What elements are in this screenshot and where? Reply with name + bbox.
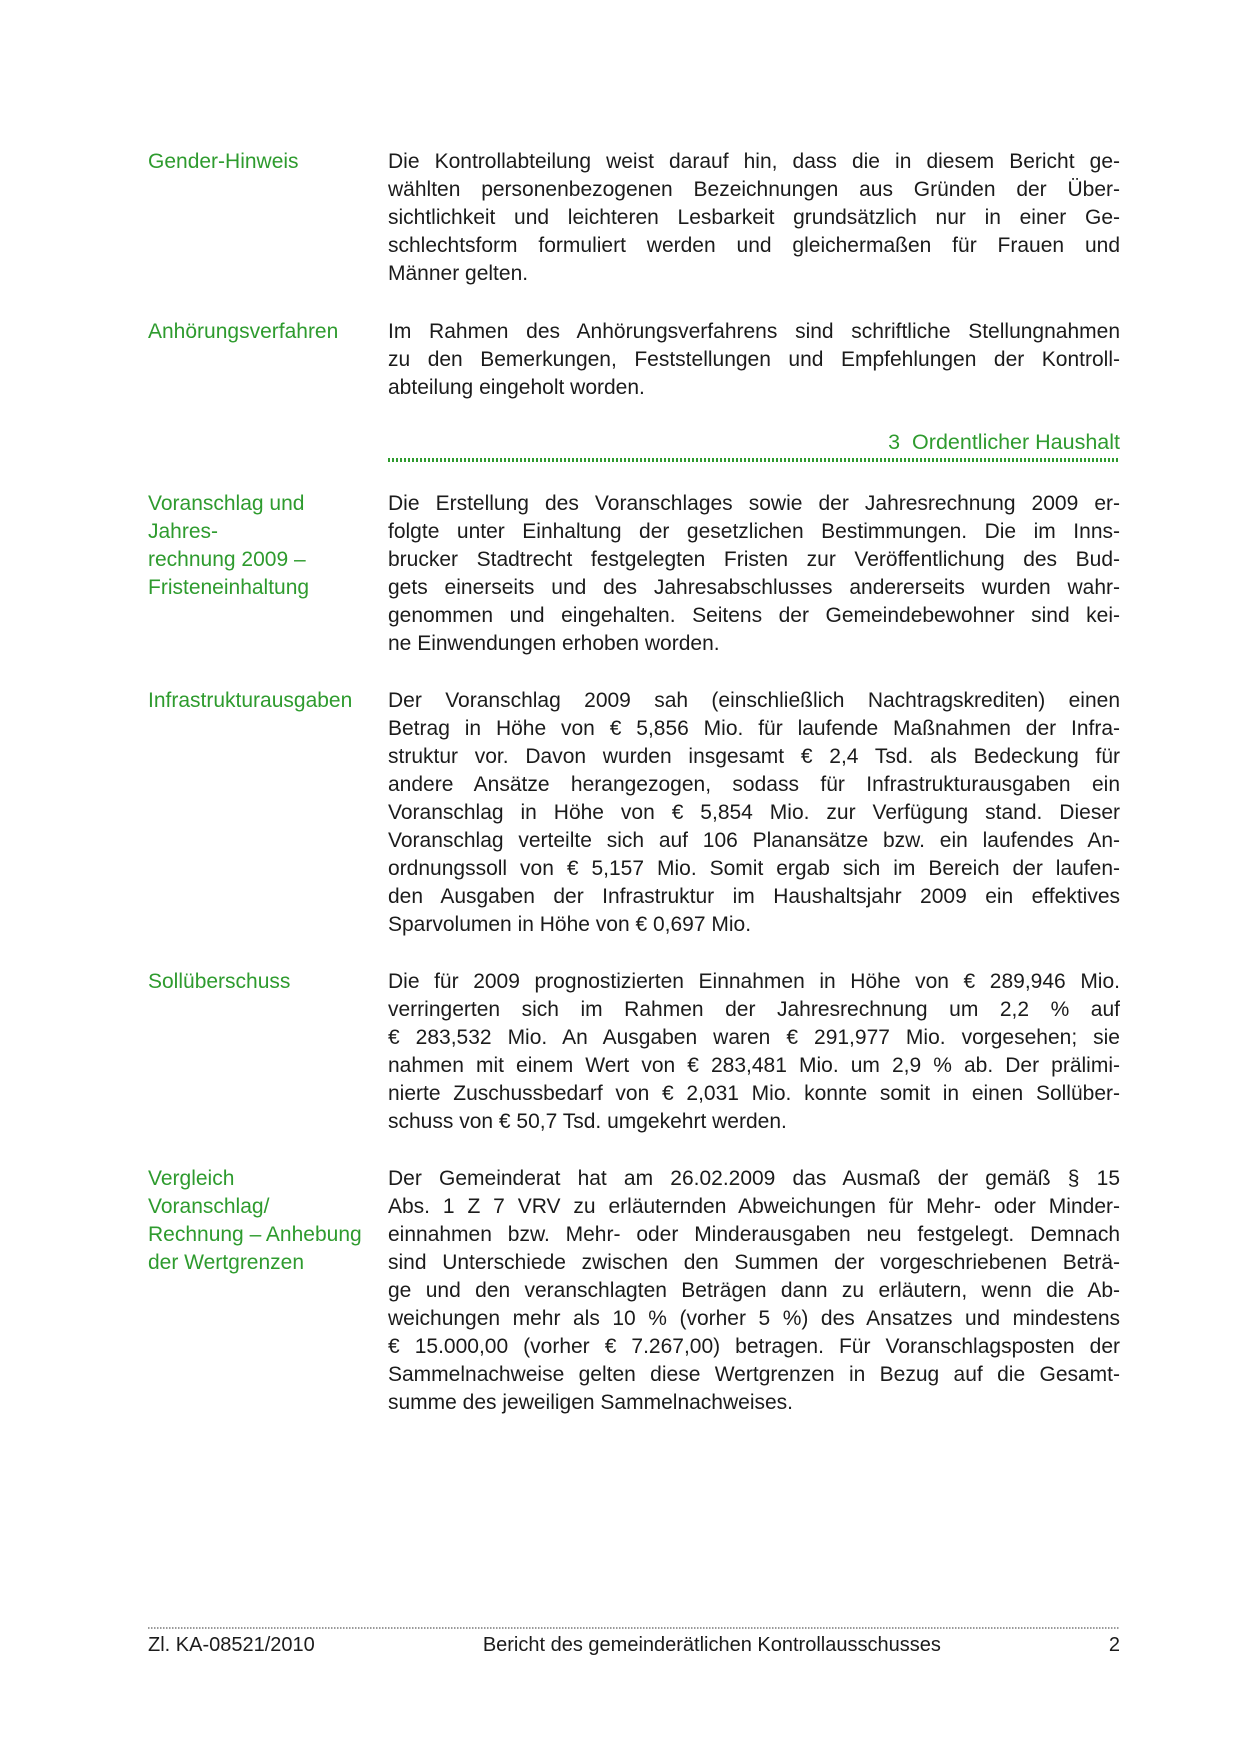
text-line: Abs. 1 Z 7 VRV zu erläuternden Abweichungen für Mehr- oder Minder- <box>388 1195 1120 1218</box>
text-line: weichungen mehr als 10 % (vorher 5 %) des Ansatzes und mindestens <box>388 1307 1120 1330</box>
margin-label-gender-hinweis <box>148 148 388 176</box>
text-line: genommen und eingehalten. Seitens der Gemeindebewohner sind kei- <box>388 604 1120 627</box>
footer-report-title: Bericht des gemeinderätlichen Kontrollausschusses <box>482 1634 941 1656</box>
text-line: ordnungssoll von € 5,157 Mio. Somit ergab sich im Bereich der laufen- <box>388 857 1120 880</box>
text-line: € 15.000,00 (vorher € 7.267,00) betragen. Für Voranschlagsposten der <box>388 1335 1120 1358</box>
text-line: ne Einwendungen erhoben worden. <box>388 632 720 655</box>
text-line: sichtlichkeit und leichteren Lesbarkeit grundsätzlich nur in einer Ge- <box>388 206 1120 229</box>
footer-text-row <box>148 1632 1120 1658</box>
text-line: ge und den veranschlagten Beträgen dann zu erläutern, wenn die Ab- <box>388 1279 1120 1302</box>
text-line: Der Voranschlag 2009 sah (einschließlich Nachtragskrediten) einen <box>388 689 1120 712</box>
text-line: Gender-Hinweis <box>148 150 299 173</box>
chapter-heading-dotted-rule <box>388 458 1120 462</box>
text-line: Im Rahmen des Anhörungsverfahrens sind schriftliche Stellungnahmen <box>388 320 1120 343</box>
text-line: abteilung eingeholt worden. <box>388 376 645 399</box>
margin-label-infrastrukturausgaben <box>148 687 388 715</box>
paragraph-anhoerungsverfahren <box>388 318 1120 402</box>
margin-label-vergleich-wertgrenzen <box>148 1165 388 1277</box>
text-line: Infrastrukturausgaben <box>148 689 353 712</box>
text-line: zu den Bemerkungen, Feststellungen und Empfehlungen der Kontroll- <box>388 348 1120 371</box>
footer-dotted-rule <box>148 1627 1120 1629</box>
margin-label-sollueberschuss <box>148 968 388 996</box>
text-line: andere Ansätze herangezogen, sodass für Infrastrukturausgaben ein <box>388 773 1120 796</box>
text-line: Voranschlag verteilte sich auf 106 Planansätze bzw. ein laufendes An- <box>388 829 1120 852</box>
text-line: Voranschlag in Höhe von € 5,854 Mio. zur Verfügung stand. Dieser <box>388 801 1120 824</box>
margin-label-voranschlag-fristen <box>148 490 388 602</box>
text-line: Die Kontrollabteilung weist darauf hin, dass die in diesem Bericht ge- <box>388 150 1120 173</box>
section-anhoerungsverfahren <box>148 318 1120 402</box>
paragraph-gender-hinweis <box>388 148 1120 288</box>
text-line: brucker Stadtrecht festgelegten Fristen zur Veröffentlichung des Bud- <box>388 548 1120 571</box>
page-content <box>148 148 1120 1417</box>
text-line: wählten personenbezogenen Bezeichnungen aus Gründen der Über- <box>388 178 1120 201</box>
footer-reference-number: Zl. KA-08521/2010 <box>148 1634 315 1656</box>
text-line: Sollüberschuss <box>148 970 291 993</box>
section-gender-hinweis <box>148 148 1120 288</box>
text-line: rechnung 2009 – <box>148 548 306 571</box>
text-line: Vergleich <box>148 1167 235 1190</box>
chapter-heading-row <box>388 429 1120 462</box>
paragraph-voranschlag-fristen <box>388 490 1120 658</box>
text-line: schlechtsform formuliert werden und gleichermaßen für Frauen und <box>388 234 1120 257</box>
text-line: € 283,532 Mio. An Ausgaben waren € 291,977 Mio. vorgesehen; sie <box>388 1026 1120 1049</box>
chapter-heading: 3 Ordentlicher Haushalt <box>888 430 1120 454</box>
footer-page-number: 2 <box>1108 1634 1120 1656</box>
text-line: Rechnung – Anhebung <box>148 1223 362 1246</box>
text-line: verringerten sich im Rahmen der Jahresrechnung um 2,2 % auf <box>388 998 1120 1021</box>
text-line: Fristeneinhaltung <box>148 576 310 599</box>
paragraph-vergleich-wertgrenzen <box>388 1165 1120 1417</box>
text-line: Die Erstellung des Voranschlages sowie der Jahresrechnung 2009 er- <box>388 492 1120 515</box>
text-line: struktur vor. Davon wurden insgesamt € 2,4 Tsd. als Bedeckung für <box>388 745 1120 768</box>
text-line: nierte Zuschussbedarf von € 2,031 Mio. konnte somit in einen Sollüber- <box>388 1082 1120 1105</box>
text-line: Sammelnachweise gelten diese Wertgrenzen in Bezug auf die Gesamt- <box>388 1363 1120 1386</box>
text-line: nahmen mit einem Wert von € 283,481 Mio. um 2,9 % ab. Der prälimi- <box>388 1054 1120 1077</box>
section-vergleich-wertgrenzen <box>148 1165 1120 1417</box>
text-line: einnahmen bzw. Mehr- oder Minderausgaben neu festgelegt. Demnach <box>388 1223 1120 1246</box>
text-line: folgte unter Einhaltung der gesetzlichen Bestimmungen. Die im Inns- <box>388 520 1120 543</box>
text-line: summe des jeweiligen Sammelnachweises. <box>388 1391 794 1414</box>
margin-label-anhoerungsverfahren <box>148 318 388 346</box>
text-line: Sparvolumen in Höhe von € 0,697 Mio. <box>388 913 752 936</box>
text-line: der Wertgrenzen <box>148 1251 305 1274</box>
text-line: Betrag in Höhe von € 5,856 Mio. für laufende Maßnahmen der Infra- <box>388 717 1120 740</box>
section-voranschlag-fristen <box>148 490 1120 658</box>
text-line: Voranschlag und Jahres- <box>148 492 305 543</box>
text-line: Männer gelten. <box>388 262 529 285</box>
section-sollueberschuss <box>148 968 1120 1136</box>
text-line: Voranschlag/ <box>148 1195 270 1218</box>
text-line: Anhörungsverfahren <box>148 320 339 343</box>
text-line: gets einerseits und des Jahresabschlusses andererseits wurden wahr- <box>388 576 1120 599</box>
text-line: schuss von € 50,7 Tsd. umgekehrt werden. <box>388 1110 787 1133</box>
page-footer <box>148 1627 1120 1658</box>
text-line: sind Unterschiede zwischen den Summen der vorgeschriebenen Beträ- <box>388 1251 1120 1274</box>
text-line: den Ausgaben der Infrastruktur im Haushaltsjahr 2009 ein effektives <box>388 885 1120 908</box>
paragraph-sollueberschuss <box>388 968 1120 1136</box>
text-line: Die für 2009 prognostizierten Einnahmen in Höhe von € 289,946 Mio. <box>388 970 1120 993</box>
paragraph-infrastrukturausgaben <box>388 687 1120 939</box>
section-infrastrukturausgaben <box>148 687 1120 939</box>
text-line: Der Gemeinderat hat am 26.02.2009 das Ausmaß der gemäß § 15 <box>388 1167 1120 1190</box>
